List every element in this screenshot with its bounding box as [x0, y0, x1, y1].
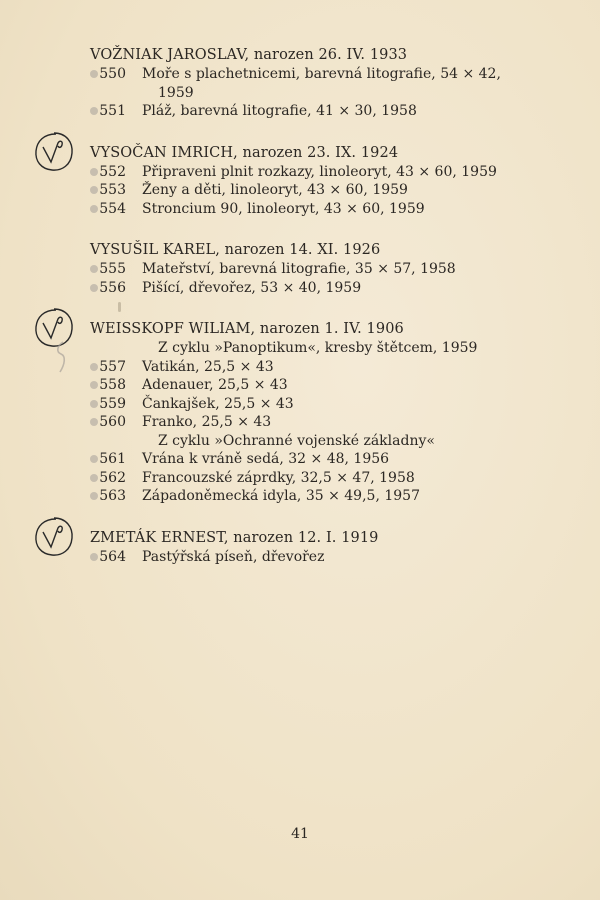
catalog-entry [90, 376, 570, 395]
entry-description: Pastýřská píseň, dřevořez [142, 548, 325, 565]
entry-description: Adenauer, 25,5 × 43 [142, 377, 288, 393]
entry-number: 551 [99, 103, 126, 119]
catalog-entry [90, 279, 570, 298]
artist-section [90, 241, 570, 297]
artist-heading: ZMETÁK ERNEST, narozen 12. I. 1919 [90, 529, 379, 546]
page-number: 41 [291, 826, 309, 842]
entry-description: Francouzské záprdky, 32,5 × 47, 1958 [142, 469, 415, 486]
entry-description: Pláž, barevná litografie, 41 × 30, 1958 [142, 103, 417, 119]
entry-description: Franko, 25,5 × 43 [142, 414, 272, 430]
entry-description: Vatikán, 25,5 × 43 [142, 358, 274, 375]
catalog-entry [90, 469, 570, 488]
entry-number: 562 [99, 469, 126, 486]
pencil-dot-mark [90, 107, 98, 115]
entry-number: 555 [99, 261, 126, 277]
entry-number: 554 [99, 200, 126, 217]
entry-description: Pišící, dřevořez, 53 × 40, 1959 [142, 279, 362, 296]
pencil-dot-mark [90, 474, 98, 482]
catalog-entry [90, 181, 570, 200]
artist-heading: WEISSKOPF WILIAM, narozen 1. IV. 1906 [90, 321, 404, 337]
pencil-dot-mark [90, 363, 98, 371]
pencil-dot-mark [90, 186, 98, 194]
artist-section [90, 46, 570, 121]
pencil-dot-mark [90, 284, 98, 292]
artist-heading: VYSOČAN IMRICH, narozen 23. IX. 1924 [90, 144, 399, 161]
catalog-entry [90, 260, 570, 279]
pencil-dot-mark [90, 492, 98, 500]
pencil-dot-mark [90, 70, 98, 78]
entry-description: Moře s plachetnicemi, barevná litografie, 54 × 42, [142, 66, 501, 82]
catalog-entry [90, 548, 570, 567]
pencil-dot-mark [90, 553, 98, 561]
pencil-dot-mark [90, 265, 98, 273]
catalog-entry [90, 65, 570, 84]
entry-number: 558 [99, 377, 126, 393]
catalog-entry [90, 487, 570, 506]
catalog-entries [90, 46, 570, 589]
entry-number: 552 [99, 163, 126, 180]
entry-description: Stroncium 90, linoleoryt, 43 × 60, 1959 [142, 200, 425, 217]
pencil-dot-mark [90, 205, 98, 213]
pencil-dot-mark [90, 418, 98, 426]
artist-section [90, 144, 570, 219]
entry-description: Mateřství, barevná litografie, 35 × 57, 1958 [142, 261, 456, 277]
catalog-entry [90, 200, 570, 219]
entry-description: Z cyklu »Ochranné vojenské základny« [158, 432, 435, 449]
entry-description: Západoněmecká idyla, 35 × 49,5, 1957 [142, 488, 420, 504]
entry-number: 550 [99, 66, 126, 82]
handwritten-check-mark-icon [32, 515, 76, 559]
entry-number: 561 [99, 451, 126, 467]
paper-speck [118, 302, 121, 312]
entry-description: Vrána k vráně sedá, 32 × 48, 1956 [142, 451, 390, 467]
entry-number: 556 [99, 279, 126, 296]
artist-section [90, 320, 570, 506]
catalog-entry [90, 163, 570, 182]
entry-note [90, 432, 570, 451]
pencil-dot-mark [90, 455, 98, 463]
catalog-entry [90, 413, 570, 432]
catalog-entry [90, 102, 570, 121]
entry-description: Čankajšek, 25,5 × 43 [142, 395, 294, 412]
handwritten-check-mark-icon [32, 130, 76, 174]
entry-note [90, 339, 570, 358]
entry-description: Připraveni plnit rozkazy, linoleoryt, 43 × 60, 1959 [142, 163, 497, 180]
entry-description: Z cyklu »Panoptikum«, kresby štětcem, 1959 [158, 340, 478, 356]
artist-section [90, 529, 570, 567]
artist-heading: VYSUŠIL KAREL, narozen 14. XI. 1926 [90, 242, 381, 258]
entry-number: 564 [99, 548, 126, 565]
pencil-mark [54, 340, 68, 374]
entry-description: Ženy a děti, linoleoryt, 43 × 60, 1959 [142, 182, 408, 198]
catalog-entry [90, 358, 570, 377]
catalog-entry [90, 450, 570, 469]
entry-number: 553 [99, 182, 126, 198]
catalog-entry [90, 395, 570, 414]
entry-number: 559 [99, 395, 126, 412]
pencil-dot-mark [90, 381, 98, 389]
entry-number: 560 [99, 414, 126, 430]
artist-heading: VOŽNIAK JAROSLAV, narozen 26. IV. 1933 [90, 47, 408, 63]
entry-number: 563 [99, 488, 126, 504]
pencil-dot-mark [90, 400, 98, 408]
entry-note [90, 84, 570, 103]
entry-number: 557 [99, 358, 126, 375]
entry-description: 1959 [158, 84, 194, 101]
pencil-dot-mark [90, 168, 98, 176]
